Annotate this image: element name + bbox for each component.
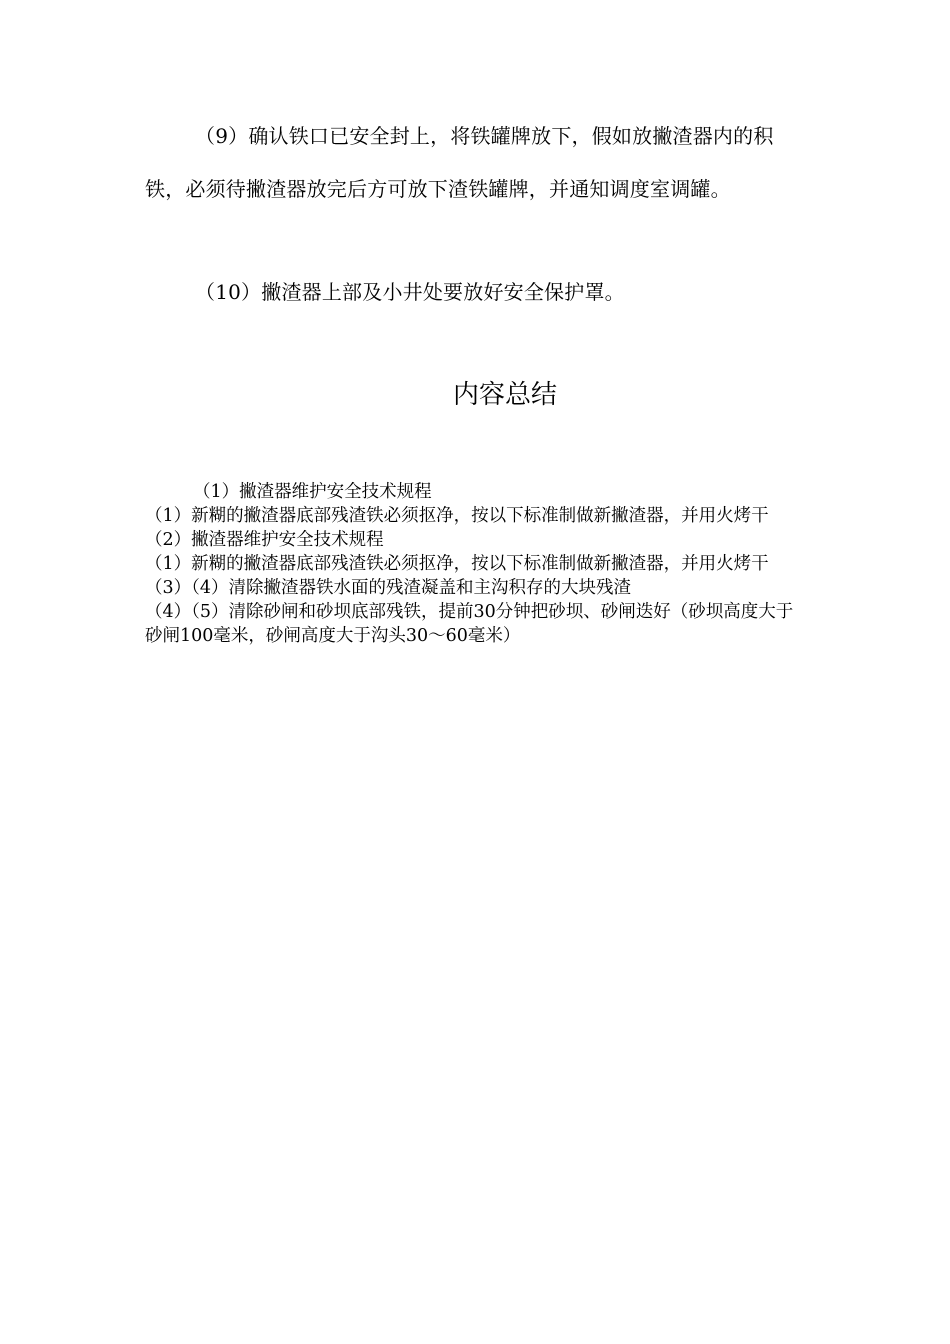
summary-line: （2）撇渣器维护安全技术规程 xyxy=(145,530,384,550)
summary-line: （1）新糊的撇渣器底部残渣铁必须抠净，按以下标准制做新撇渣器，并用火烤干 xyxy=(145,554,769,574)
paragraph-step-9: （9）确认铁口已安全封上，将铁罐牌放下，假如放撇渣器内的积铁，必须待撇渣器放完后方可放下渣铁罐牌，并通知调度室调罐。 xyxy=(145,124,774,201)
paragraph-step-10: （10）撇渣器上部及小井处要放好安全保护罩。 xyxy=(195,280,625,304)
summary-line: （1）撇渣器维护安全技术规程 xyxy=(193,482,432,502)
summary-line: （4）（5）清除砂闸和砂坝底部残铁，提前30分钟把砂坝、砂闸迭好（砂坝高度大于砂闸100毫米，砂闸高度大于沟头30～60毫米） xyxy=(145,602,794,646)
summary-line: （1）新糊的撇渣器底部残渣铁必须抠净，按以下标准制做新撇渣器，并用火烤干 xyxy=(145,506,769,526)
summary-block xyxy=(145,480,810,648)
section-title: 内容总结 xyxy=(452,380,557,410)
summary-line: （3）（4）清除撇渣器铁水面的残渣凝盖和主沟积存的大块残渣 xyxy=(145,578,632,598)
